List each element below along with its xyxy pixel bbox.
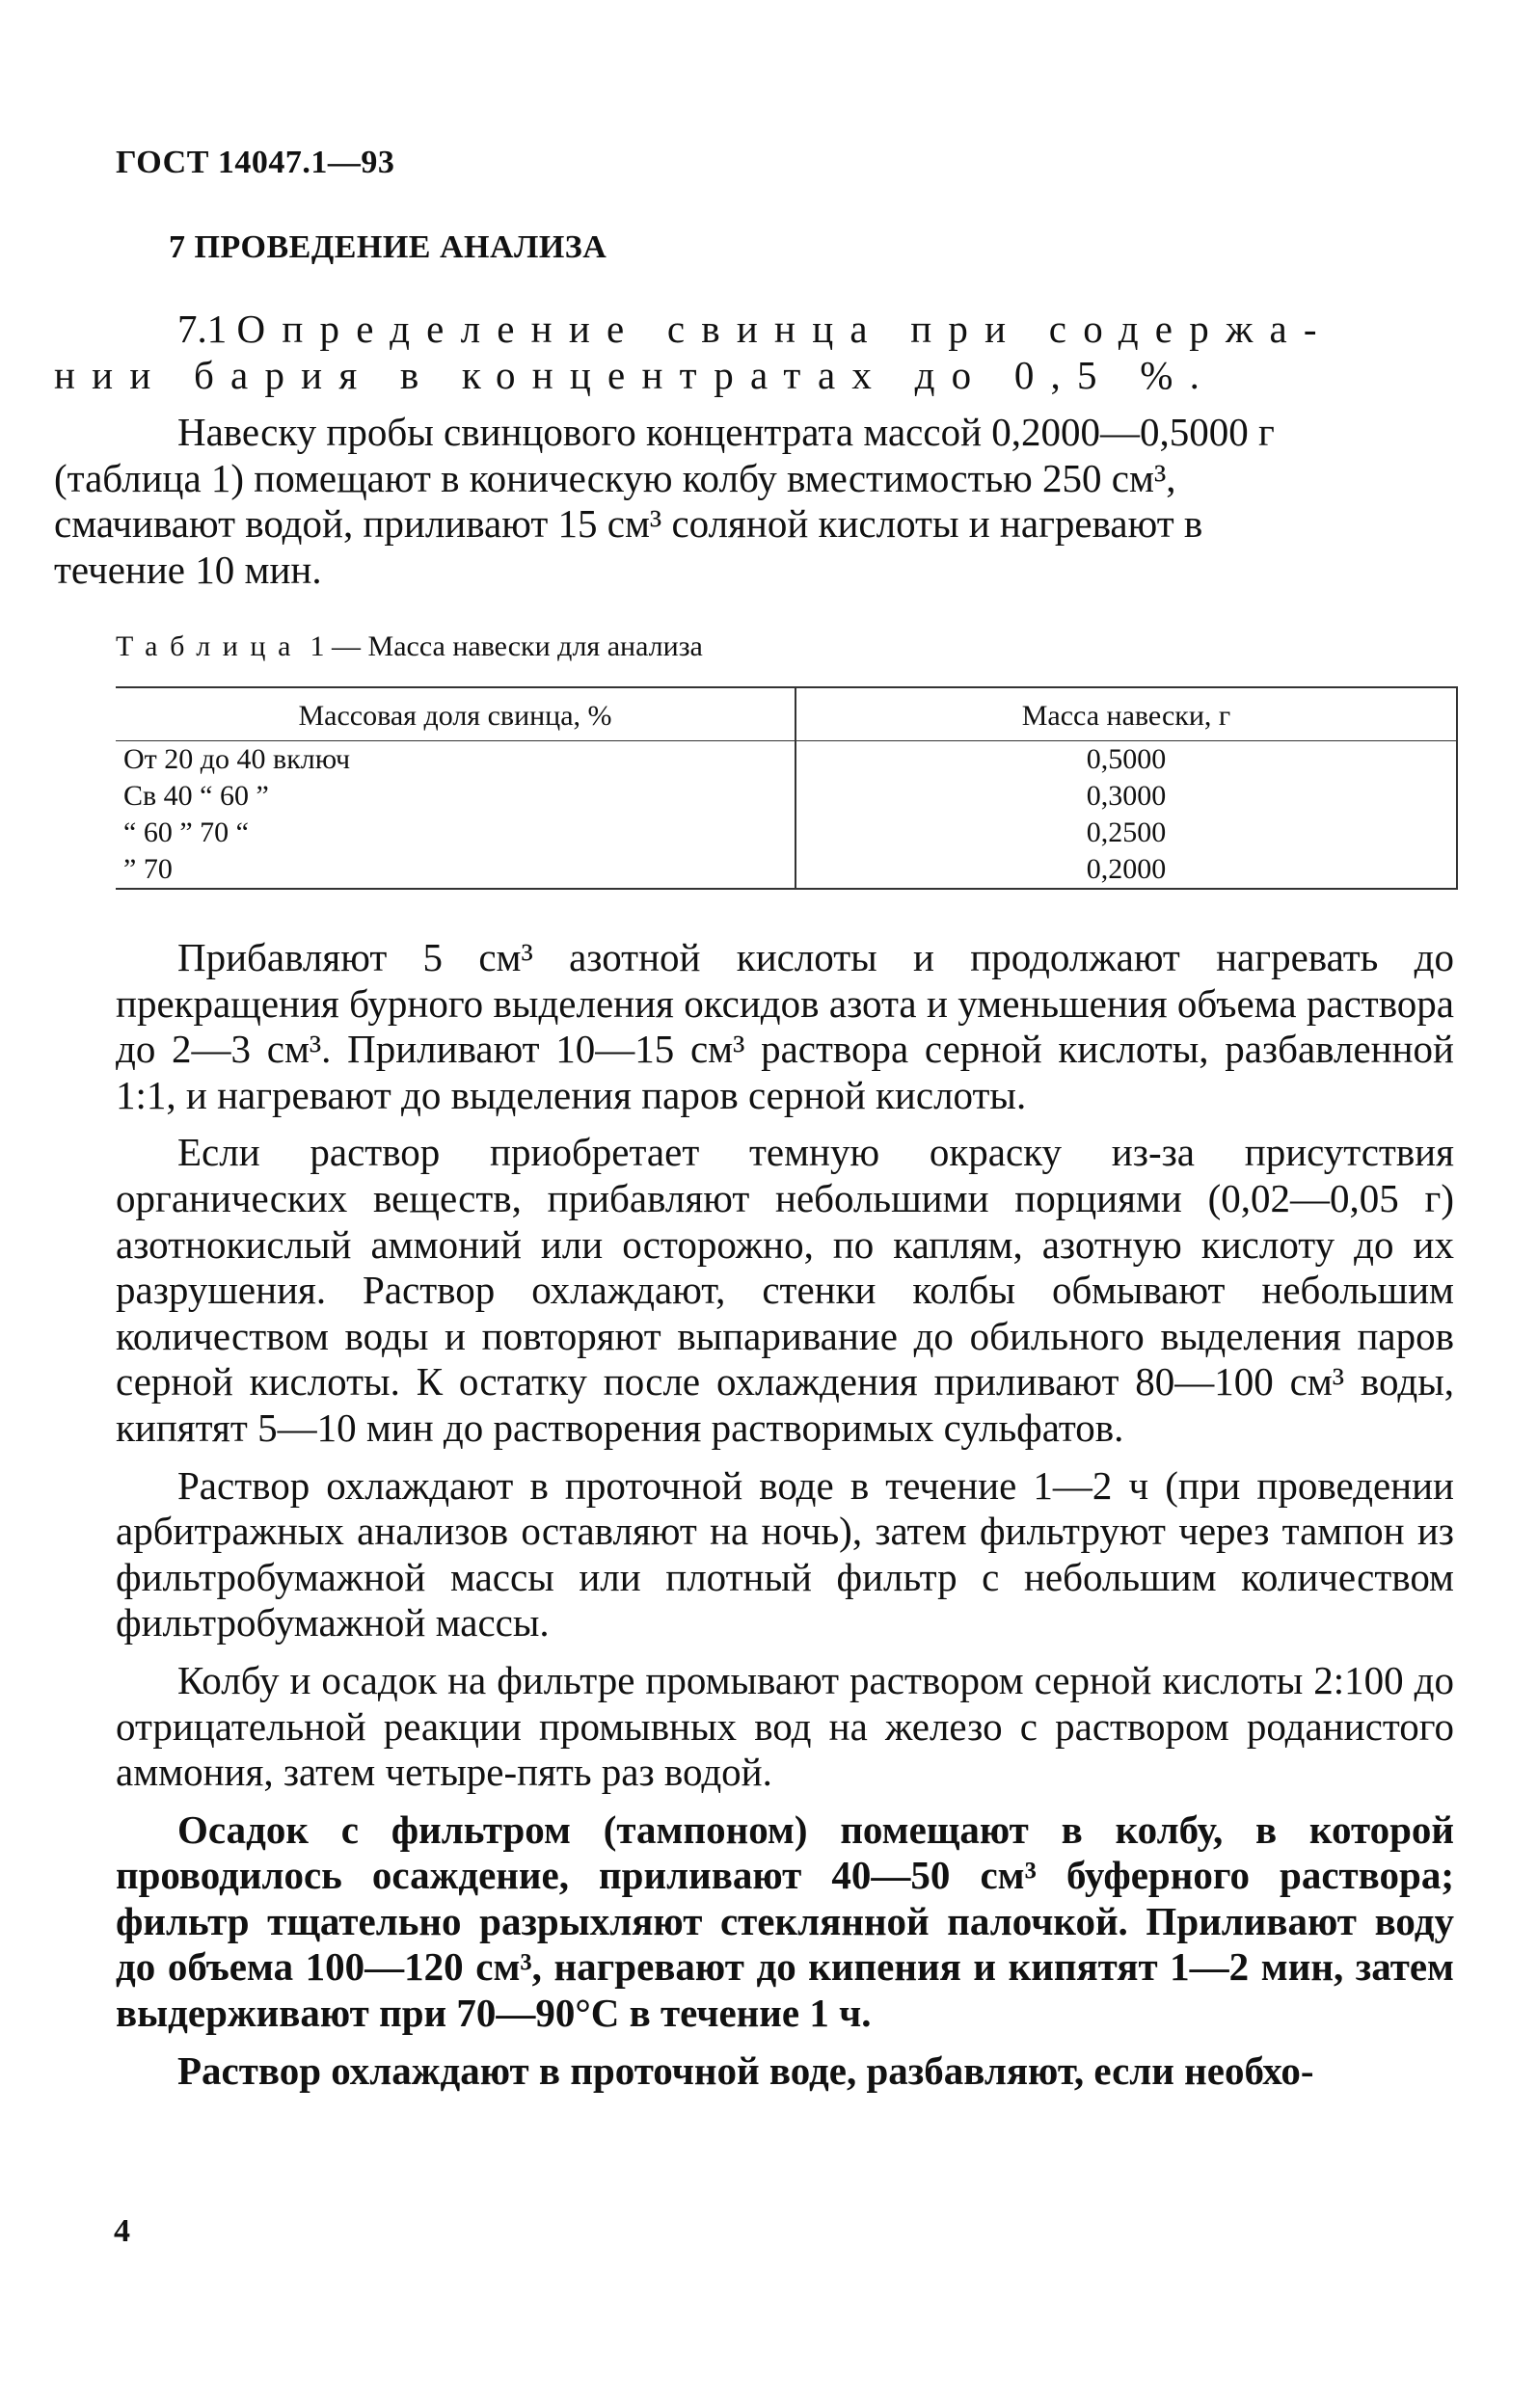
- table-row: [116, 851, 1457, 889]
- column-header: Масса навески, г: [795, 687, 1457, 741]
- paragraph: Колбу и осадок на фильтре промывают раствором серной кислоты 2:100 до отрицательной реакции промывных вод на железо с раствором роданистого аммония, затем четыре-пять раз водой.: [116, 1657, 1454, 1795]
- document-header: ГОСТ 14047.1—93: [116, 145, 395, 180]
- paragraph-1-line: Навеску пробы свинцового концентрата массой 0,2000—0,5000 г: [177, 410, 1275, 455]
- paragraph: Прибавляют 5 см³ азотной кислоты и продолжают нагревать до прекращения бурного выделения оксидов азота и уменьшения объема раствора до 2—3 см³. Приливают 10—15 см³ раствора серной кислоты, разбавленной 1:1, и нагревают до выделения паров серной кислоты.: [116, 935, 1454, 1117]
- paragraph-1-line: (таблица 1) помещают в коническую колбу вместимостью 250 см³,: [54, 455, 1176, 500]
- subsection-title: [54, 307, 1454, 398]
- column-header: Массовая доля свинца, %: [116, 687, 795, 741]
- subsection-title-line-2: нии бария в концентратах до 0,5 %.: [54, 352, 1217, 397]
- cell-range: От 20 до 40 включ: [116, 741, 795, 779]
- table-caption: [116, 630, 703, 663]
- cell-mass: 0,2500: [795, 815, 1457, 851]
- mass-table: [116, 686, 1458, 890]
- cell-range: Св 40 “ 60 ”: [116, 778, 795, 815]
- subsection-number: 7.1: [177, 307, 228, 351]
- cell-mass: 0,5000: [795, 741, 1457, 779]
- cell-range: “ 60 ” 70 “: [116, 815, 795, 851]
- table-row: [116, 741, 1457, 779]
- cell-range: ” 70: [116, 851, 795, 889]
- cell-mass: 0,3000: [795, 778, 1457, 815]
- table-caption-label: Таблица: [116, 630, 304, 662]
- table-caption-text: 1 — Масса навески для анализа: [310, 630, 703, 662]
- paragraph: Раствор охлаждают в проточной воде в течение 1—2 ч (при проведении арбитражных анализов оставляют на ночь), затем фильтруют через тампон из фильтробумажной массы или плотный фильтр с небольшим количеством фильтробумажной массы.: [116, 1462, 1454, 1645]
- section-title: 7 ПРОВЕДЕНИЕ АНАЛИЗА: [169, 229, 607, 265]
- body-text: [116, 935, 1454, 2094]
- subsection-title-line-1: Определение свинца при содержа-: [236, 307, 1334, 351]
- cell-mass: 0,2000: [795, 851, 1457, 889]
- paragraph-1-line: течение 10 мин.: [54, 547, 322, 592]
- paragraph: Если раствор приобретает темную окраску из-за присутствия органических веществ, прибавляют небольшими порциями (0,02—0,05 г) азотнокислый аммоний или осторожно, по каплям, азотную кислоту до их разрушения. Раствор охлаждают, стенки колбы обмывают небольшим количеством воды и повторяют выпаривание до обильного выделения паров серной кислоты. К остатку после охлаждения приливают 80—100 см³ воды, кипятят 5—10 мин до растворения растворимых сульфатов.: [116, 1130, 1454, 1450]
- table-row: [116, 778, 1457, 815]
- table-header-row: [116, 687, 1457, 741]
- paragraph: Раствор охлаждают в проточной воде, разбавляют, если необхо-: [177, 2047, 1314, 2093]
- subsection-7-1: [54, 307, 1454, 594]
- page-number: 4: [114, 2213, 130, 2249]
- table-row: [116, 815, 1457, 851]
- paragraph: Осадок с фильтром (тампоном) помещают в колбу, в которой проводилось осаждение, приливают 40—50 см³ буферного раствора; фильтр тщательно разрыхляют стеклянной палочкой. Приливают воду до объема 100—120 см³, нагревают до кипения и кипятят 1—2 мин, затем выдерживают при 70—90°С в течение 1 ч.: [116, 1806, 1454, 2036]
- paragraph-1: [54, 410, 1454, 593]
- paragraph-1-line: смачивают водой, приливают 15 см³ соляной кислоты и нагревают в: [54, 501, 1203, 547]
